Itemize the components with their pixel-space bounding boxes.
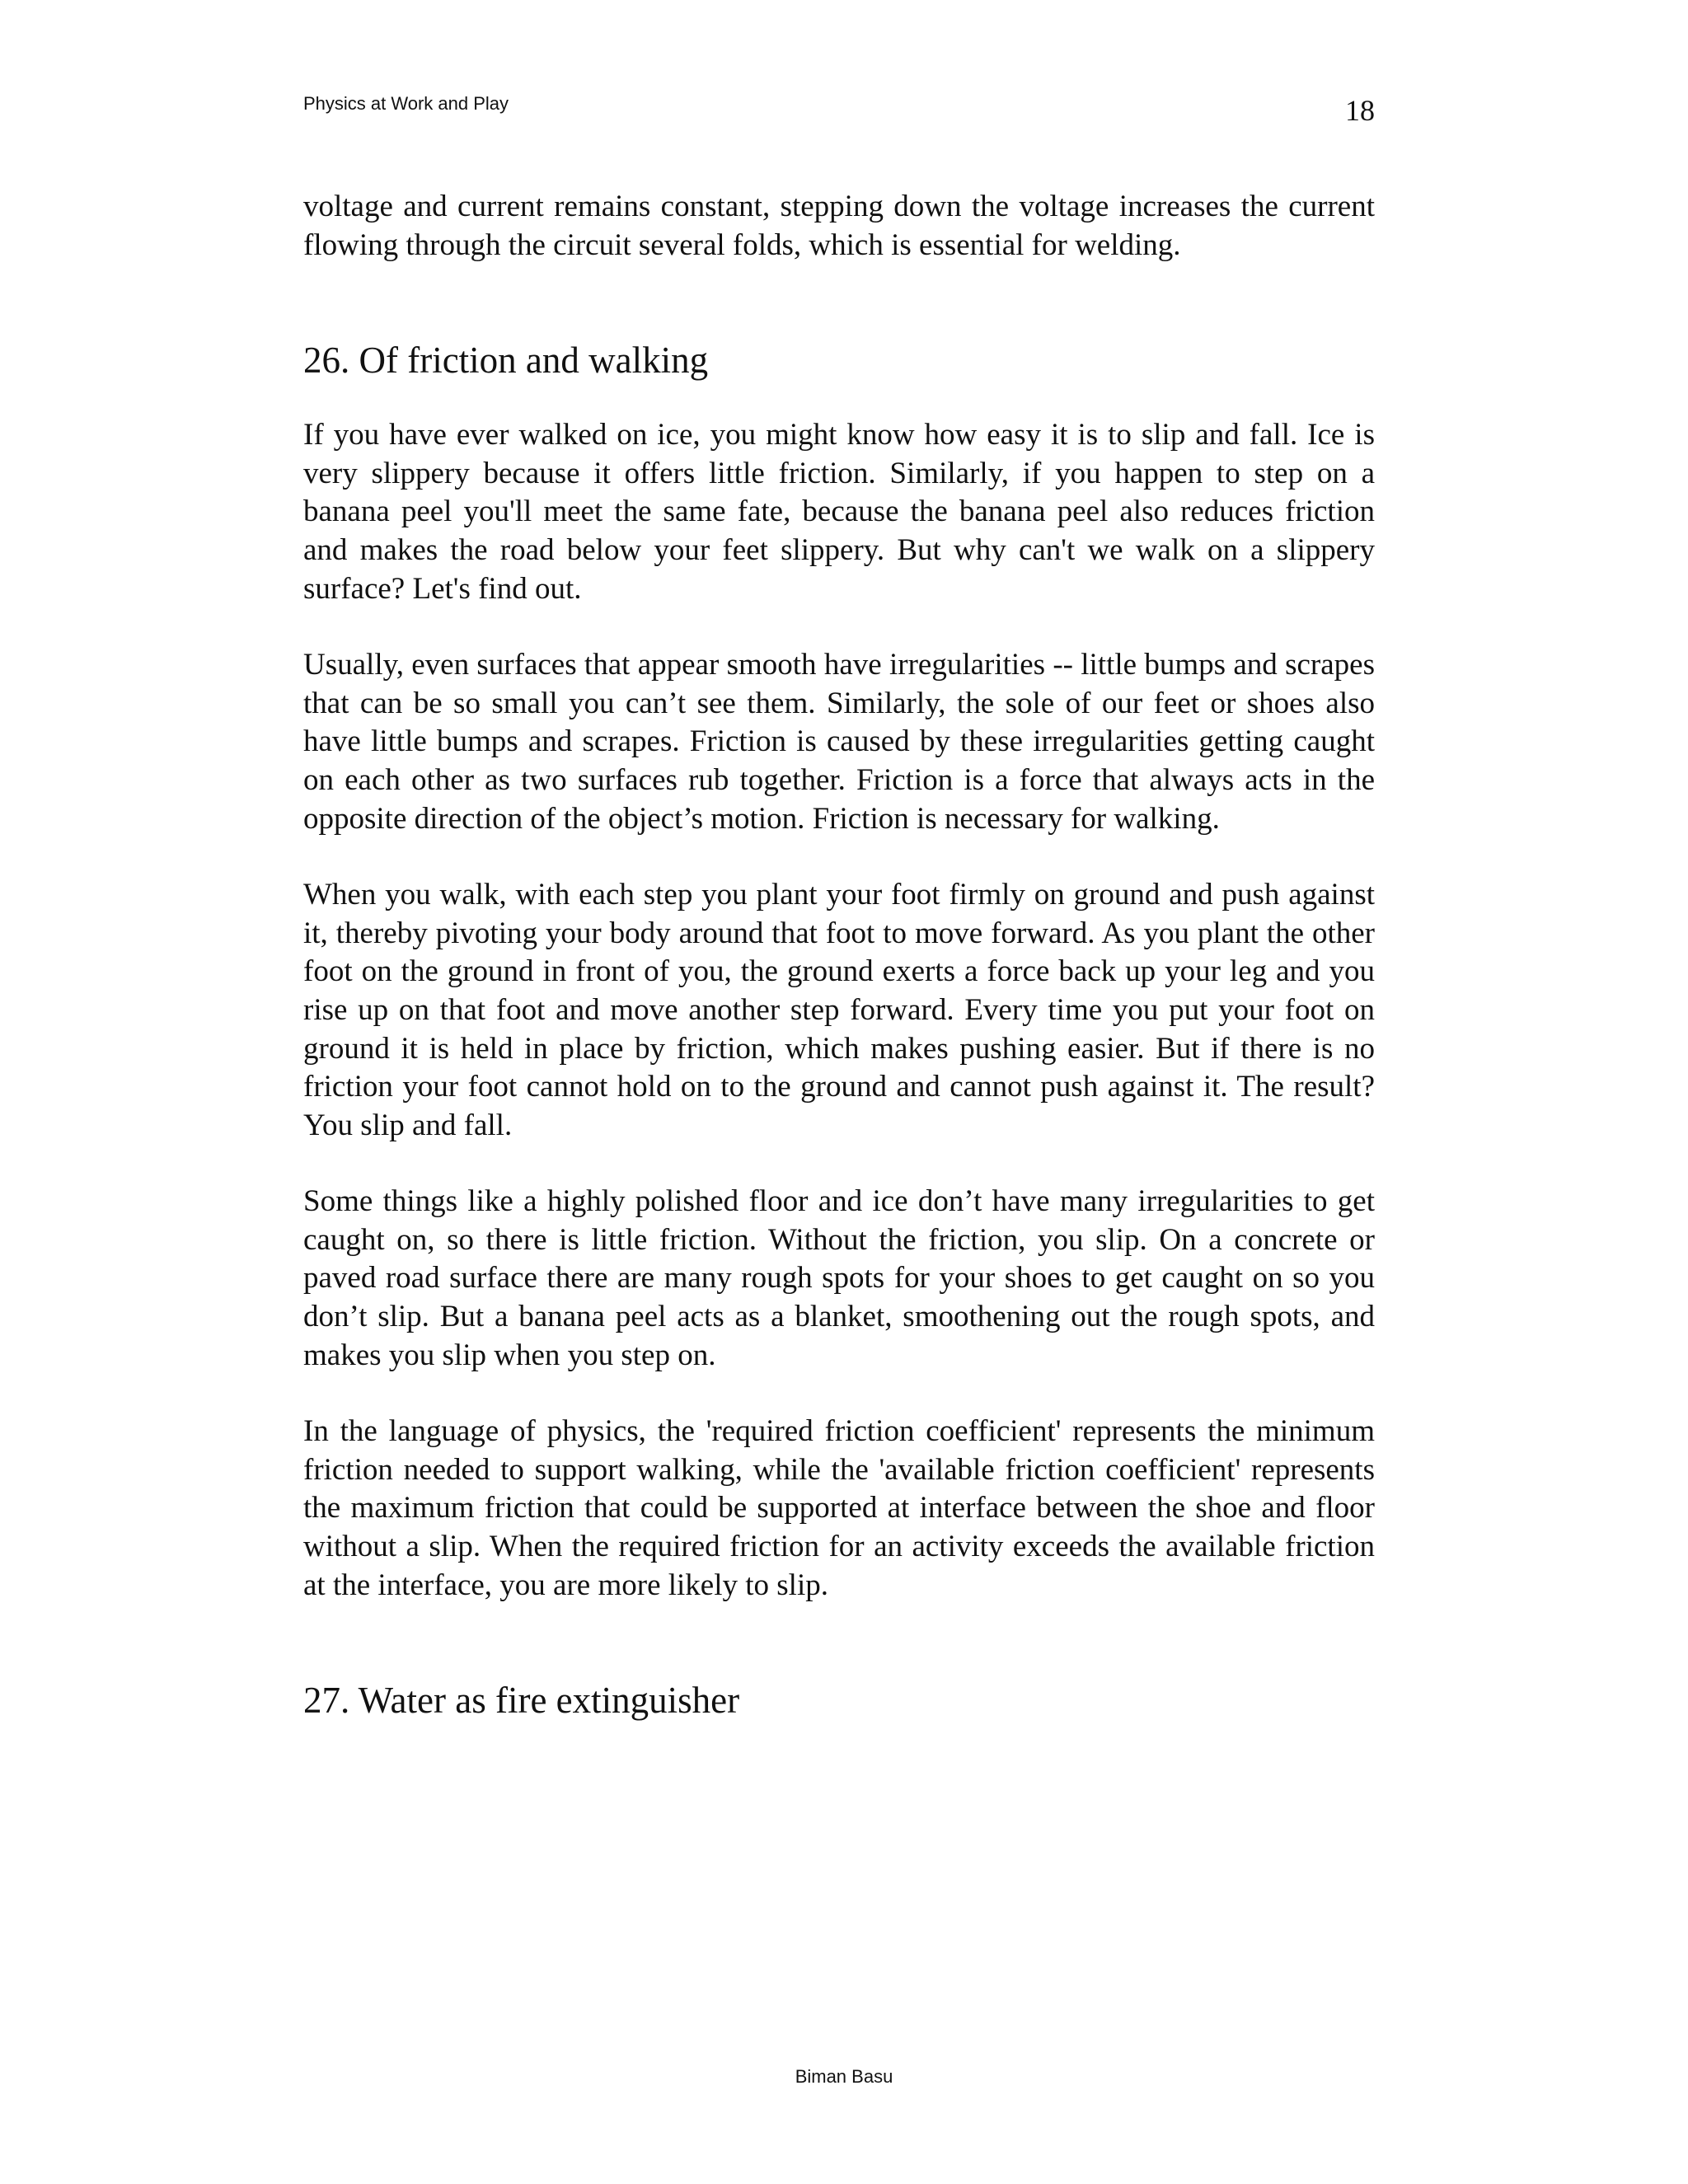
section-heading-27: 27. Water as fire extinguisher [303,1680,740,1722]
paragraph-walking: When you walk, with each step you plant your foot firmly on ground and push against it, thereby pivoting your body around that foot to move forward. As you plant the other foot on the ground in front of you, the ground exerts a force back up your leg and you rise up on that foot and move another step forward. Every time you put your foot on ground it is held in place by friction, which makes pushing easier. But if there is no friction your foot cannot hold on to the ground and cannot push against it. The result? You slip and fall. [303,878,1375,1142]
footer-author: Biman Basu [795,2066,893,2087]
running-title: Physics at Work and Play [303,93,509,114]
paragraph-irregularities: Usually, even surfaces that appear smooth have irregularities -- little bumps and scrapes that can be so small you can’t see them. Similarly, the sole of our feet or shoes also have little bumps and scrapes. Friction is caused by these irregularities getting caught on each other as two surfaces rub together. Friction is a force that always acts in the opposite direction of the object’s motion. Friction is necessary for walking. [303,648,1375,836]
continuation-paragraph: voltage and current remains constant, stepping down the voltage increases the current flowing through the circuit several folds, which is essential for welding. [303,190,1375,262]
paragraph-ice-slipping: If you have ever walked on ice, you might know how easy it is to slip and fall. Ice is very slippery because it offers little friction. Similarly, if you happen to step on a banana peel you'll meet the same fate, because the banana peel also reduces friction and makes the road below your feet slippery. But why can't we walk on a slippery surface? Let's find out. [303,418,1375,606]
paragraph-polished-floor: Some things like a highly polished floor and ice don’t have many irregularities to get caught on, so there is little friction. Without the friction, you slip. On a concrete or paved road surface there are many rough spots for your shoes to get caught on so you don’t slip. But a banana peel acts as a blanket, smoothening out the rough spots, and makes you slip when you step on. [303,1184,1375,1372]
page-number: 18 [1345,94,1375,127]
section-heading-26: 26. Of friction and walking [303,340,709,382]
page-body [303,188,1375,1756]
paragraph-friction-coefficient: In the language of physics, the 'required friction coefficient' represents the minimum friction needed to support walking, while the 'available friction coefficient' represents the maximum friction that could be supported at interface between the shoe and floor without a slip. When the required friction for an activity exceeds the available friction at the interface, you are more likely to slip. [303,1414,1375,1602]
